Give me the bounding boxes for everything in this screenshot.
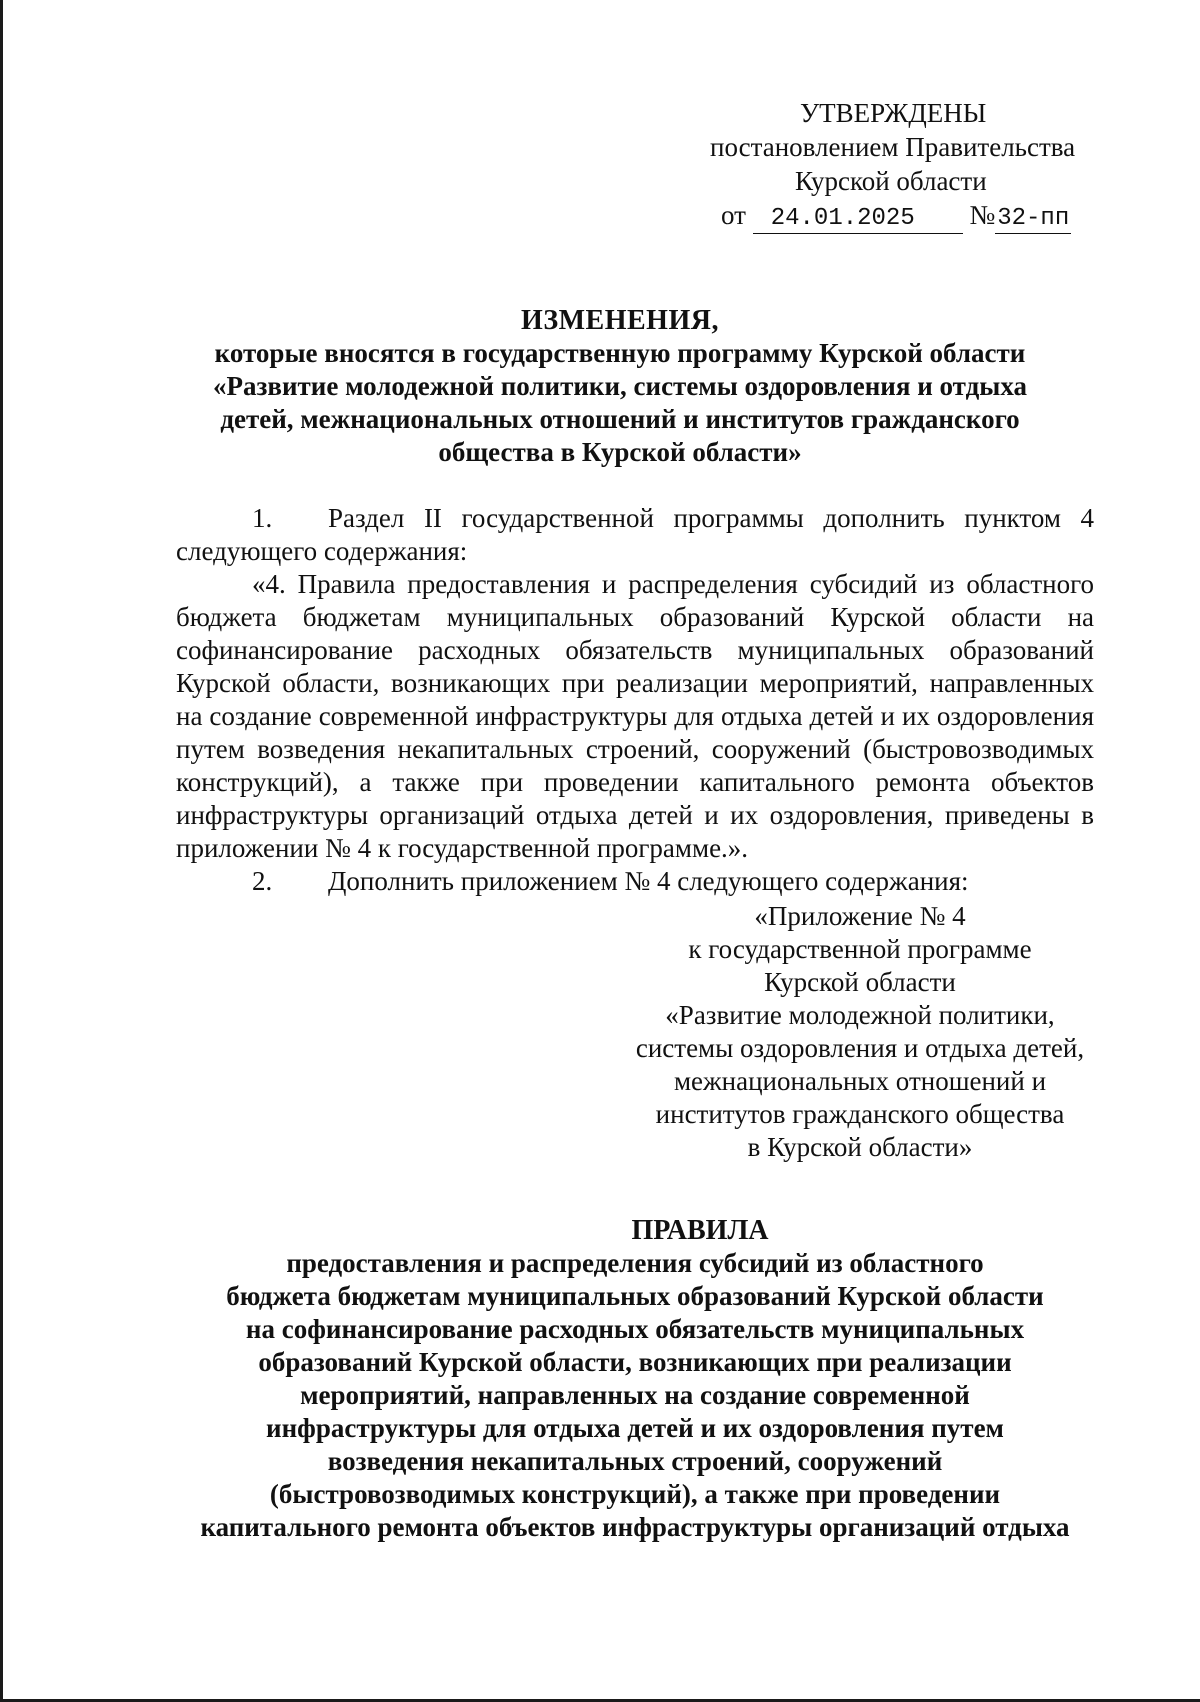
- appendix-line: «Приложение № 4: [754, 901, 966, 931]
- changes-subtitle-line: которые вносятся в государственную программу Курской области: [214, 338, 1026, 368]
- approval-by: постановлением Правительства: [710, 132, 1076, 162]
- rules-line: образований Курской области, возникающих при реализации: [258, 1347, 1012, 1377]
- number-prefix: №: [969, 200, 996, 230]
- appendix-line: Курской области: [764, 967, 956, 997]
- item-text: Дополнить приложением № 4 следующего содержания:: [328, 866, 969, 896]
- approval-number: 32-пп: [997, 205, 1070, 232]
- item-2: [176, 865, 1094, 898]
- appendix-line: межнациональных отношений и: [673, 1066, 1047, 1096]
- item-1: [176, 502, 1094, 568]
- appendix-line: «Развитие молодежной политики,: [665, 1000, 1055, 1030]
- item-number: 1.: [252, 503, 273, 533]
- rules-heading: [170, 1214, 1100, 1544]
- rules-line: предоставления и распределения субсидий из областного: [286, 1248, 984, 1278]
- appendix-line: системы оздоровления и отдыха детей,: [635, 1033, 1085, 1063]
- changes-title: ИЗМЕНЕНИЯ,: [521, 305, 719, 336]
- rules-line: капитального ремонта объектов инфраструктуры организаций отдыха: [200, 1512, 1070, 1542]
- changes-heading: [170, 304, 1070, 469]
- rules-line: бюджета бюджетам муниципальных образований Курской области: [226, 1281, 1044, 1311]
- approval-region: Курской области: [795, 166, 987, 196]
- appendix-line: к государственной программе: [688, 934, 1032, 964]
- date-prefix: от: [721, 200, 746, 230]
- rules-line: мероприятий, направленных на создание современной: [300, 1380, 970, 1410]
- changes-subtitle-line: детей, межнациональных отношений и институтов гражданского: [220, 404, 1020, 434]
- approval-date: 24.01.2025: [753, 205, 963, 234]
- changes-body: [176, 502, 1094, 898]
- item-text: Раздел II государственной программы дополнить пунктом 4 следующего содержания:: [176, 503, 1094, 566]
- rules-line: (быстровозводимых конструкций), а также при проведении: [269, 1479, 1001, 1509]
- appendix-line: в Курской области»: [747, 1132, 973, 1162]
- changes-subtitle-line: общества в Курской области»: [438, 437, 802, 467]
- approval-date-row: [700, 198, 1100, 234]
- rules-line: на софинансирование расходных обязательств муниципальных: [245, 1314, 1025, 1344]
- scan-left-edge: [0, 0, 3, 1702]
- approval-title: УТВЕРЖДЕНЫ: [800, 98, 987, 128]
- item-quote: «4. Правила предоставления и распределения субсидий из областного бюджета бюджетам муниципальных образований Курской области на софинансирование расходных обязательств муниципальных образований Курской области, возникающих при реализации мероприятий, направленных на создание современной инфраструктуры для отдыха детей и их оздоровления путем возведения некапитальных строений, сооружений (быстровозводимых конструкций), а также при проведении капитального ремонта объектов инфраструктуры организаций отдыха детей и их оздоровления, приведены в приложении № 4 к государственной программе.».: [176, 569, 1094, 863]
- changes-subtitle-line: «Развитие молодежной политики, системы оздоровления и отдыха: [213, 371, 1027, 401]
- appendix-header: [610, 900, 1110, 1164]
- item-number: 2.: [252, 866, 273, 896]
- rules-line: инфраструктуры для отдыха детей и их оздоровления путем: [266, 1413, 1004, 1443]
- approval-stamp: [700, 96, 1100, 234]
- appendix-line: институтов гражданского общества: [655, 1099, 1065, 1129]
- rules-line: возведения некапитальных строений, сооружений: [327, 1446, 943, 1476]
- rules-title: ПРАВИЛА: [631, 1215, 769, 1246]
